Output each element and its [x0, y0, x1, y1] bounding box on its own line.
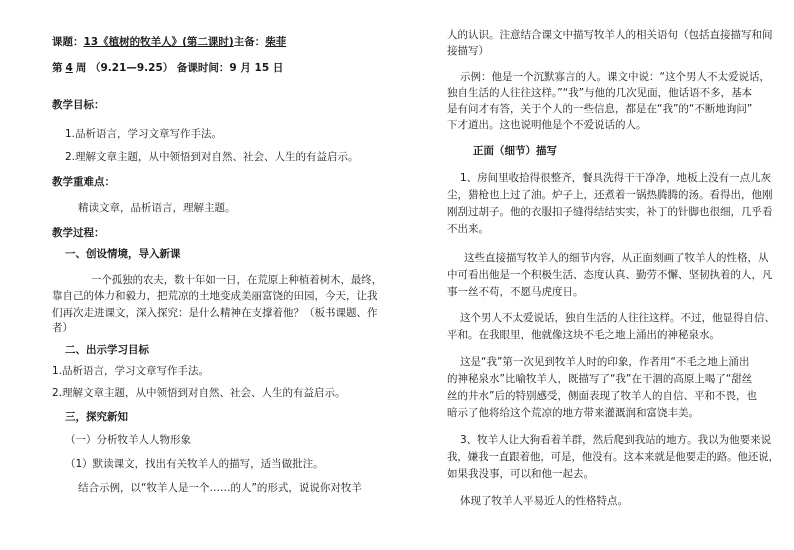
- quote-line: 不出来。: [447, 223, 489, 235]
- lesson-header: [52, 35, 286, 49]
- paragraph-line: 接描写）: [447, 45, 489, 57]
- quote-line: 1、房间里收拾得很整齐，餐具洗得干干净净，地板上没有一点儿灰: [460, 172, 772, 184]
- section-3-heading: 三，探究新知: [65, 411, 128, 423]
- lesson-prefix: 课题：: [52, 36, 84, 48]
- analysis-line: 的神秘泉水”比喻牧羊人，既描写了“我”在干涸的高原上喝了“甜丝: [447, 373, 753, 385]
- lesson-title: 13《植树的牧羊人》(第二课时): [83, 36, 234, 48]
- section-2-heading: 二、出示学习目标: [65, 344, 149, 356]
- analysis-line: 丝的井水”后的特别感受，侧面表现了牧羊人的自信、平和不畏，也: [447, 390, 757, 402]
- section-1-line: 者）: [52, 322, 73, 334]
- preparer-name: 柴菲: [265, 36, 287, 48]
- section-2-goal-1: 1.品析语言，学习文章写作手法。: [52, 365, 210, 377]
- analysis-line: 这些直接描写牧羊人的细节内容，从正面刻画了牧羊人的性格，从: [464, 252, 769, 264]
- quote-line: 如果我没事，可以和他一起去。: [447, 468, 594, 480]
- schedule-detail: 周 （9.21—9.25） 备课时间：9 月 15 日: [75, 62, 284, 74]
- quote-line: 刚刮过胡子。他的衣服扣子缝得结结实实，补丁的针脚也很细，几乎看: [447, 206, 773, 218]
- goals-heading: 教学目标：: [52, 99, 105, 111]
- example-line: 示例：他是一个沉默寡言的人。课文中说：“这个男人不太爱说话，: [460, 71, 770, 83]
- quote-line: 平和。在我眼里，他就像这块不毛之地上涌出的神秘泉水。: [447, 329, 720, 341]
- detail-description-heading: 正面（细节）描写: [473, 145, 557, 157]
- analysis-line: 事一丝不苟，不愿马虎度日。: [447, 286, 584, 298]
- paragraph-line: 人的认识。注意结合课文中描写牧羊人的相关语句（包括直接描写和间: [447, 29, 773, 41]
- goal-1: 1.品析语言，学习文章写作手法。: [65, 128, 223, 140]
- section-3-prompt: 结合示例，以“牧羊人是一个……的人”的形式，说说你对牧羊: [78, 482, 362, 494]
- key-points-heading: 教学重难点：: [52, 176, 115, 188]
- preparer-prefix: 主备：: [233, 36, 266, 48]
- week-number: 4: [65, 62, 73, 74]
- quote-line: 这个男人不太爱说话，独自生活的人往往这样。不过，他显得自信、: [460, 312, 775, 324]
- section-1-heading: 一、创设情境，导入新课: [65, 248, 181, 260]
- schedule-line: [52, 61, 283, 75]
- analysis-line: 中可看出他是一个积极生活、态度认真、勤劳不懈、坚韧执着的人，凡: [447, 269, 773, 281]
- section-1-line: 靠自己的体力和毅力，把荒凉的土地变成美丽富饶的田园，今天，让我: [52, 290, 378, 302]
- quote-line: 尘，猎枪也上过了油。炉子上，还煮着一锅热腾腾的汤。看得出，他刚: [447, 189, 773, 201]
- section-3-subheading: （一）分析牧羊人人物形象: [65, 434, 191, 446]
- process-heading: 教学过程：: [52, 227, 105, 239]
- example-line: 是有问才有答，关于个人的一些信息，都是在“我”的“不断地询问”: [447, 103, 753, 115]
- analysis-line: 暗示了他将给这个荒凉的地方带来灌溉润和富饶丰美。: [447, 407, 699, 419]
- week-prefix: 第: [52, 62, 63, 74]
- section-3-task: （1）默读课文，找出有关牧羊人的描写，适当做批注。: [65, 458, 324, 470]
- example-line: 独自生活的人往往这样。”“我”与他的几次见面，他话语不多，基本: [447, 87, 753, 99]
- analysis-line: 体现了牧羊人平易近人的性格特点。: [460, 495, 628, 507]
- quote-line: 我，嫌我一直跟着他，可是，他没有。这本来就是他要走的路。他还说，: [447, 451, 779, 463]
- quote-line: 3、牧羊人让大狗看着羊群，然后爬到我站的地方。我以为他要来说: [460, 434, 772, 446]
- section-2-goal-2: 2.理解文章主题，从中领悟到对自然、社会、人生的有益启示。: [52, 387, 346, 399]
- section-1-line: 一个孤独的农夫，数十年如一日，在荒原上种植着树木，最终，: [91, 274, 383, 286]
- analysis-line: 这是“我”第一次见到牧羊人时的印象，作者用“不毛之地上涌出: [460, 356, 750, 368]
- example-line: 下才道出。这也说明他是个不爱说话的人。: [447, 119, 647, 131]
- goal-2: 2.理解文章主题，从中领悟到对自然、社会、人生的有益启示。: [65, 151, 359, 163]
- key-points-text: 精读文章，品析语言，理解主题。: [78, 202, 236, 214]
- section-1-line: 们再次走进课文，深入探究：是什么精神在支撑着他？（板书课题、作: [52, 307, 378, 319]
